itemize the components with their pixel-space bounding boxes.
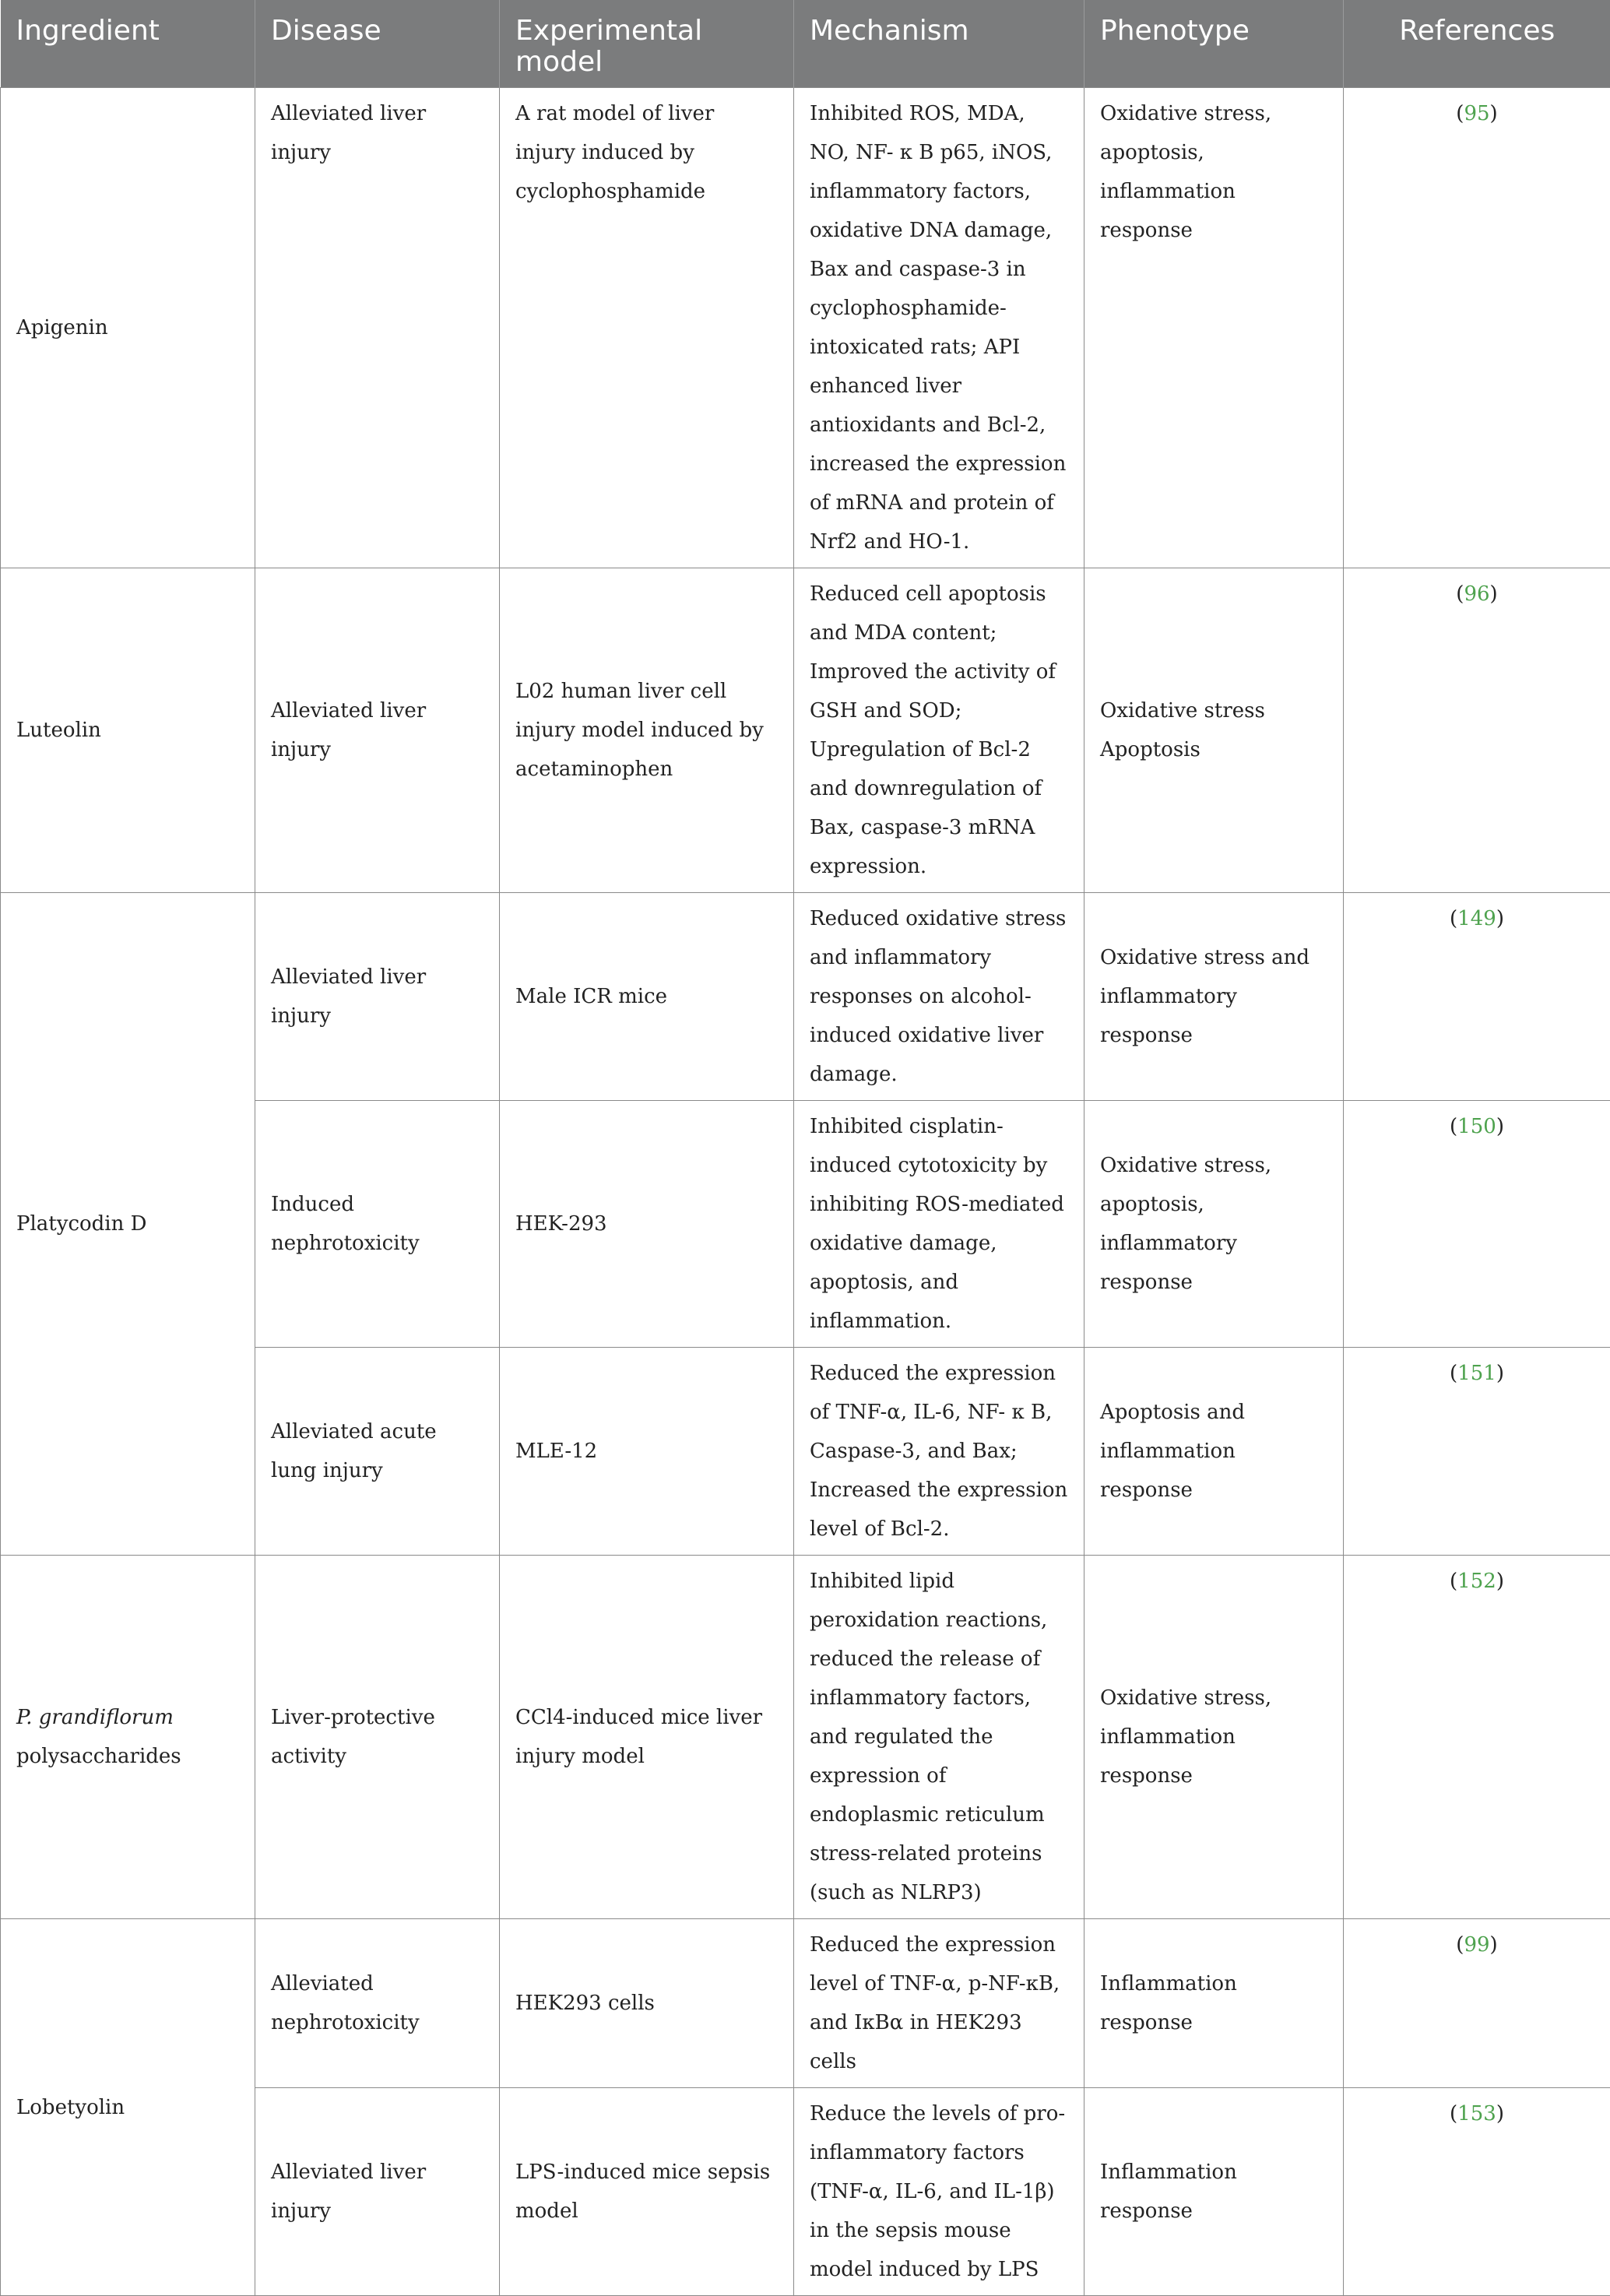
mechanism-cell: Inhibited cisplatin-induced cytotoxicity by inhibiting ROS-mediated oxidative damage, apoptosis, and inflammation. (794, 1101, 1084, 1348)
table-row (1, 893, 1610, 1101)
header-row (1, 0, 1610, 88)
disease-cell: Induced nephrotoxicity (255, 1101, 500, 1348)
model-cell: A rat model of liver injury induced by cyclophosphamide (500, 88, 794, 568)
disease-cell: Liver-protective activity (255, 1556, 500, 1919)
header-mechanism: Mechanism (794, 0, 1084, 88)
reference-cell: (95) (1344, 88, 1610, 568)
mechanism-cell: Reduced cell apoptosis and MDA content; Improved the activity of GSH and SOD; Upregulation of Bcl-2 and downregulation of Bax, caspase-3 mRNA expression. (794, 568, 1084, 893)
ingredient-suffix: polysaccharides (16, 1745, 181, 1768)
header-disease: Disease (255, 0, 500, 88)
reference-cell: (96) (1344, 568, 1610, 893)
phenotype-cell: Oxidative stress and inflammatory response (1084, 893, 1344, 1101)
mechanism-cell: Reduced the expression level of TNF-α, p-NF-κB, and IκBα in HEK293 cells (794, 1919, 1084, 2088)
table-row (1, 1556, 1610, 1919)
phenotype-cell (1084, 568, 1344, 893)
reference-cell: (99) (1344, 1919, 1610, 2088)
reference-link[interactable]: 151 (1457, 1362, 1496, 1385)
phenotype-cell: Oxidative stress, apoptosis, inflammation response (1084, 88, 1344, 568)
disease-cell: Alleviated liver injury (255, 568, 500, 893)
disease-cell: Alleviated liver injury (255, 88, 500, 568)
mechanism-cell: Inhibited ROS, MDA, NO, NF- κ B p65, iNOS, inflammatory factors, oxidative DNA damage, Bax and caspase-3 in cyclophosphamide-intoxicated rats; API enhanced liver antioxidants and Bcl-2, increased the expression of mRNA and protein of Nrf2 and HO-1. (794, 88, 1084, 568)
reference-link[interactable]: 152 (1457, 1570, 1496, 1593)
phenotype-line: Oxidative stress (1100, 691, 1327, 730)
reference-link[interactable]: 99 (1464, 1933, 1489, 1957)
reference-cell: (152) (1344, 1556, 1610, 1919)
reference-link[interactable]: 95 (1464, 102, 1489, 125)
header-ingredient: Ingredient (1, 0, 255, 88)
model-cell: LPS-induced mice sepsis model (500, 2088, 794, 2296)
ingredient-cell (1, 1556, 255, 1919)
phenotype-line: Apoptosis (1100, 730, 1327, 769)
mechanism-cell: Reduced the expression of TNF-α, IL-6, NF- κ B, Caspase-3, and Bax; Increased the expression level of Bcl-2. (794, 1348, 1084, 1556)
model-cell: HEK-293 (500, 1101, 794, 1348)
mechanism-cell: Reduced oxidative stress and inflammatory responses on alcohol-induced oxidative liver damage. (794, 893, 1084, 1101)
ingredient-cell: Luteolin (1, 568, 255, 893)
ingredient-cell: Platycodin D (1, 893, 255, 1556)
phenotype-cell: Oxidative stress, inflammation response (1084, 1556, 1344, 1919)
reference-link[interactable]: 96 (1464, 582, 1489, 606)
disease-cell: Alleviated nephrotoxicity (255, 1919, 500, 2088)
reference-cell: (150) (1344, 1101, 1610, 1348)
header-references: References (1344, 0, 1610, 88)
ingredient-species: P. grandiflorum (16, 1706, 174, 1729)
phenotype-cell: Inflammation response (1084, 1919, 1344, 2088)
reference-link[interactable]: 149 (1457, 907, 1496, 930)
reference-cell: (151) (1344, 1348, 1610, 1556)
phenotype-cell: Apoptosis and inflammation response (1084, 1348, 1344, 1556)
header-experimental-model: Experimental model (500, 0, 794, 88)
header-phenotype: Phenotype (1084, 0, 1344, 88)
model-cell: Male ICR mice (500, 893, 794, 1101)
reference-link[interactable]: 153 (1457, 2102, 1496, 2125)
disease-cell: Alleviated liver injury (255, 893, 500, 1101)
ingredient-cell: Lobetyolin (1, 1919, 255, 2296)
model-cell: MLE-12 (500, 1348, 794, 1556)
table-row (1, 88, 1610, 568)
reference-link[interactable]: 150 (1457, 1115, 1496, 1138)
mechanism-cell: Inhibited lipid peroxidation reactions, reduced the release of inflammatory factors, and regulated the expression of endoplasmic reticulum stress-related proteins (such as NLRP3) (794, 1556, 1084, 1919)
model-cell: L02 human liver cell injury model induced by acetaminophen (500, 568, 794, 893)
disease-cell: Alleviated liver injury (255, 2088, 500, 2296)
mechanism-cell: Reduce the levels of pro-inflammatory factors (TNF-α, IL-6, and IL-1β) in the sepsis mouse model induced by LPS (794, 2088, 1084, 2296)
model-cell: CCl4-induced mice liver injury model (500, 1556, 794, 1919)
model-cell: HEK293 cells (500, 1919, 794, 2088)
table-row (1, 1919, 1610, 2088)
disease-cell: Alleviated acute lung injury (255, 1348, 500, 1556)
table-row (1, 568, 1610, 893)
phenotype-cell: Inflammation response (1084, 2088, 1344, 2296)
reference-cell: (149) (1344, 893, 1610, 1101)
ingredient-cell: Apigenin (1, 88, 255, 568)
phenotype-cell: Oxidative stress, apoptosis, inflammatory response (1084, 1101, 1344, 1348)
reference-cell: (153) (1344, 2088, 1610, 2296)
